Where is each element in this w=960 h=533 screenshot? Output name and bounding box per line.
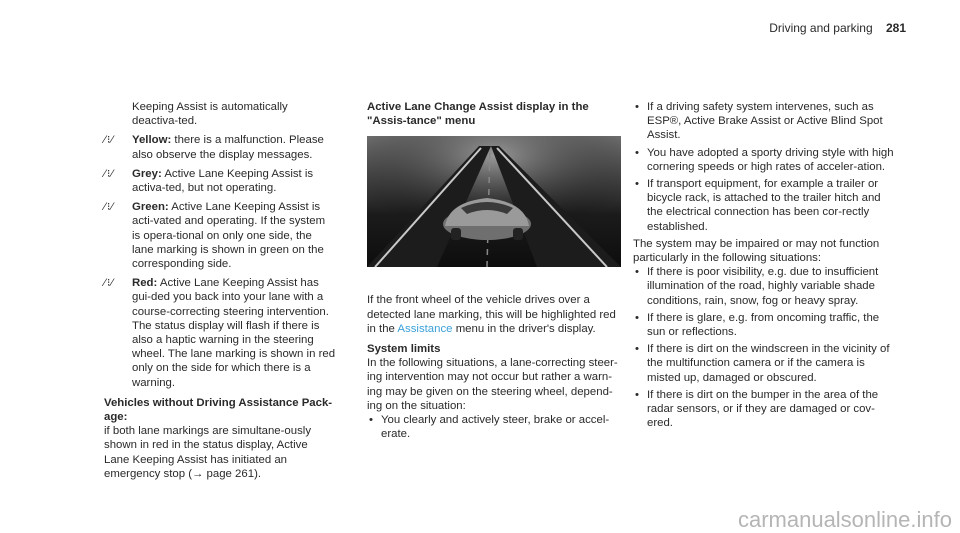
watermark: carmanualsonline.info: [737, 506, 952, 532]
body-text: The system may be impaired or may not function particularly in the following situations:: [633, 237, 880, 265]
column-1: [104, 100, 336, 481]
status-label: Yellow:: [132, 134, 172, 147]
body-text-part: If the front wheel of the vehicle drives over a detected lane marking, this will be highlighted red in the: [367, 294, 616, 335]
status-label: Green:: [132, 201, 169, 214]
intro-text: Keeping Assist is automatically deactiva-ted.: [132, 101, 288, 128]
list-item: • If there is dirt on the windscreen in the vicinity of the multifunction camera or if the camera is misted up, damaged or obscured.: [633, 342, 895, 385]
assistance-menu-link[interactable]: Assistance: [397, 322, 453, 335]
status-text: Active Lane Keeping Assist has gui-ded you back into your lane with a course-correcting steering intervention. The status display will flash if there is also a haptic warning in the steering wheel. The lane marking is shown in red only on the side for which there is a warning.: [132, 277, 336, 389]
body-text: In the following situations, a lane-correcting steer-ing intervention may not occur but rather a warn-ing may be given on the steering wheel, depend-ing on the situation:: [367, 357, 618, 412]
status-item-red: [104, 276, 336, 390]
lane-keeping-icon: ⁄⁝⁄: [104, 134, 115, 147]
bullet-list: [633, 265, 895, 430]
status-text: Active Lane Keeping Assist is activa-ted, but not operating.: [132, 167, 314, 195]
body-text: if both lane markings are simultane-ously shown in red in the status display, Active Lane Keeping Assist has initiated an emergency stop (→ page 261).: [104, 425, 312, 480]
lane-keeping-icon: ⁄⁝⁄: [104, 201, 115, 214]
status-text: Active Lane Keeping Assist is acti-vated and operating. If the system is opera-tional on only one side, the lane marking is shown in green on the corresponding side.: [132, 201, 326, 271]
body-text-part: menu in the driver's display.: [455, 322, 596, 335]
lane-keeping-icon: ⁄⁝⁄: [104, 167, 115, 180]
status-item-yellow: [104, 133, 336, 161]
bullet-list: [633, 100, 895, 234]
body-text: [367, 293, 621, 336]
status-text: there is a malfunction. Please also observe the display messages.: [132, 134, 324, 161]
road-car-illustration: [367, 136, 621, 267]
list-item: • You clearly and actively steer, brake or accel-erate.: [367, 413, 621, 441]
section-title: Driving and parking: [769, 21, 873, 35]
column-2: [367, 100, 621, 444]
list-item: • If there is poor visibility, e.g. due to insufficient illumination of the road, highly variable shade conditions, rain, snow, fog or heavy spray.: [633, 265, 895, 308]
list-item: • If a driving safety system intervenes, such as ESP®, Active Brake Assist or Active Blind Spot Assist.: [633, 100, 895, 143]
list-item: • You have adopted a sporty driving style with high cornering speeds or high rates of acceler-ation.: [633, 146, 895, 174]
status-label: Red:: [132, 277, 158, 290]
status-item-green: [104, 200, 336, 271]
section-heading: Vehicles without Driving Assistance Pack-age:: [104, 396, 333, 424]
bullet-list: [367, 413, 621, 441]
page-number: 281: [885, 21, 906, 35]
section-heading: System limits: [367, 343, 441, 356]
road-scene-graphic: [367, 136, 621, 267]
list-item: • If there is dirt on the bumper in the area of the radar sensors, or if they are damaged or cov-ered.: [633, 388, 895, 431]
page-header: [769, 21, 906, 35]
column-3: [633, 100, 895, 433]
list-item: • If transport equipment, for example a trailer or bicycle rack, is attached to the trailer hitch and the electrical connection has been cor-rectly established.: [633, 177, 895, 234]
status-item-grey: [104, 167, 336, 195]
list-item: • If there is glare, e.g. from oncoming traffic, the sun or reflections.: [633, 311, 895, 339]
status-label: Grey:: [132, 167, 162, 180]
section-heading: Active Lane Change Assist display in the "Assis-tance" menu: [367, 101, 589, 128]
lane-keeping-icon: ⁄⁝⁄: [104, 277, 115, 290]
